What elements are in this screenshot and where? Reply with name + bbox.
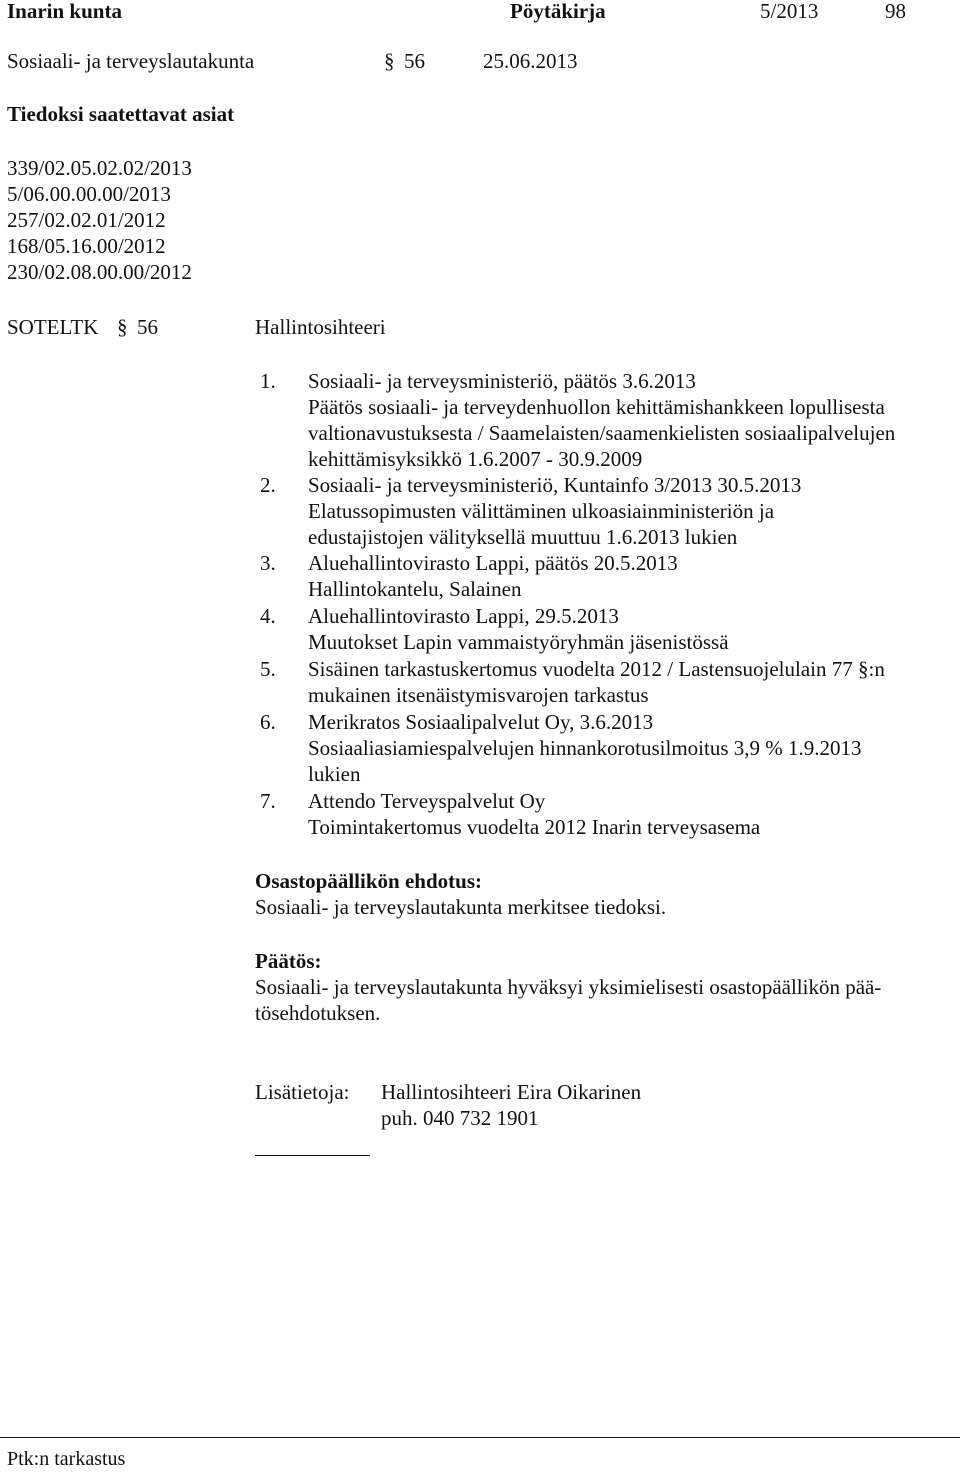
item-line: Attendo Terveyspalvelut Oy <box>308 789 546 813</box>
municipality-name: Inarin kunta <box>7 0 122 23</box>
section-number: 56 <box>404 49 425 73</box>
item-line: Sosiaaliasiamiespalvelujen hinnankorotusilmoitus 3,9 % 1.9.2013 <box>308 736 862 760</box>
decision-line: Sosiaali- ja terveyslautakunta hyväksyi yksimielisesti osastopäällikön pää- <box>255 975 882 999</box>
item-number: 4. <box>260 604 276 628</box>
contact-name: Hallintosihteeri Eira Oikarinen <box>381 1080 642 1104</box>
section-ref-symbol: § <box>117 315 128 339</box>
contact-label: Lisätietoja: <box>255 1080 350 1104</box>
item-number: 3. <box>260 551 276 575</box>
item-line: Aluehallintovirasto Lappi, 29.5.2013 <box>308 604 619 628</box>
proposal-heading: Osastopäällikön ehdotus: <box>255 869 482 893</box>
page-number: 98 <box>885 0 906 23</box>
page-title: Tiedoksi saatettavat asiat <box>7 102 235 126</box>
document-type: Pöytäkirja <box>510 0 606 23</box>
decision-line: tösehdotuksen. <box>255 1001 381 1025</box>
item-line: Toimintakertomus vuodelta 2012 Inarin terveysasema <box>308 815 761 839</box>
section-ref-number: 56 <box>137 315 158 339</box>
case-number: 168/05.16.00/2012 <box>7 234 166 258</box>
item-line: valtionavustuksesta / Saamelaisten/saamenkielisten sosiaalipalvelujen <box>308 421 896 445</box>
item-line: kehittämisyksikkö 1.6.2007 - 30.9.2009 <box>308 447 643 471</box>
item-line: Muutokset Lapin vammaistyöryhmän jäsenistössä <box>308 630 729 654</box>
proposal-text: Sosiaali- ja terveyslautakunta merkitsee tiedoksi. <box>255 895 667 919</box>
section-symbol: § <box>384 49 395 73</box>
item-line: Päätös sosiaali- ja terveydenhuollon kehittämishankkeen lopullisesta <box>308 395 885 419</box>
board-name: Sosiaali- ja terveyslautakunta <box>7 49 255 73</box>
item-line: Aluehallintovirasto Lappi, päätös 20.5.2013 <box>308 551 678 575</box>
item-number: 5. <box>260 657 276 681</box>
item-line: edustajistojen välityksellä muuttuu 1.6.2013 lukien <box>308 525 738 549</box>
case-number: 230/02.08.00.00/2012 <box>7 260 192 284</box>
item-number: 6. <box>260 710 276 734</box>
item-line: Elatussopimusten välittäminen ulkoasiainministeriön ja <box>308 499 775 523</box>
footer-label: Ptk:n tarkastus <box>7 1448 126 1470</box>
item-number: 7. <box>260 789 276 813</box>
meeting-date: 25.06.2013 <box>483 49 578 73</box>
footer-divider <box>0 1437 960 1438</box>
case-number: 5/06.00.00.00/2013 <box>7 182 171 206</box>
signature-rule <box>255 1155 370 1156</box>
preparer: Hallintosihteeri <box>255 315 386 339</box>
contact-phone: puh. 040 732 1901 <box>381 1106 539 1130</box>
item-line: Sosiaali- ja terveysministeriö, päätös 3.6.2013 <box>308 369 696 393</box>
item-line: Merikratos Sosiaalipalvelut Oy, 3.6.2013 <box>308 710 654 734</box>
document-number: 5/2013 <box>760 0 819 23</box>
item-line: Sosiaali- ja terveysministeriö, Kuntainfo 3/2013 30.5.2013 <box>308 473 802 497</box>
section-ref-label: SOTELTK <box>7 315 99 339</box>
case-number: 339/02.05.02.02/2013 <box>7 156 192 180</box>
item-line: Hallintokantelu, Salainen <box>308 577 522 601</box>
decision-heading: Päätös: <box>255 949 322 973</box>
item-number: 1. <box>260 369 276 393</box>
item-line: mukainen itsenäistymisvarojen tarkastus <box>308 683 649 707</box>
item-line: lukien <box>308 762 361 786</box>
item-line: Sisäinen tarkastuskertomus vuodelta 2012 / Lastensuojelulain 77 §:n <box>308 657 885 681</box>
case-number: 257/02.02.01/2012 <box>7 208 166 232</box>
item-number: 2. <box>260 473 276 497</box>
